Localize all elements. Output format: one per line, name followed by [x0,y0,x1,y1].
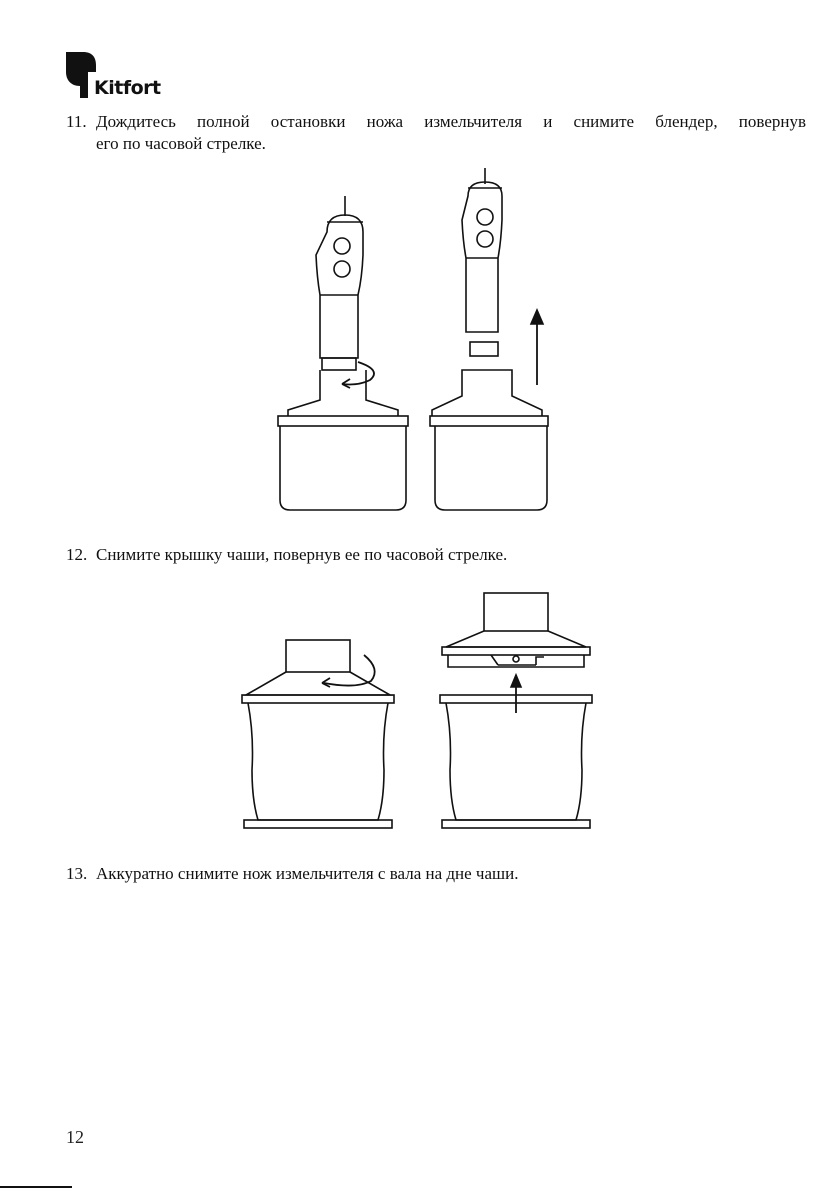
step-13-number: 13. [66,864,88,883]
step-12-text: Снимите крышку чаши, повернув ее по часовой стрелке. [96,545,508,564]
step-12 [66,544,507,566]
bottom-rule [0,1186,72,1188]
up-arrow-icon [511,675,521,713]
kitfort-logo-icon [66,50,96,98]
brand-logo [66,50,176,102]
blender-lifted [430,168,548,510]
lid-lifted [442,593,590,667]
step-13 [66,863,518,885]
step-12-number: 12. [66,545,88,564]
step-11-text-line2: его по часовой стрелке. [96,134,266,153]
step-11 [66,111,806,155]
bowl-empty [440,695,592,828]
brand-name: Kitfort [94,77,161,99]
blender-mounted [278,196,408,510]
step-11-number: 11. [66,112,87,131]
figure-remove-blender [270,160,560,520]
page-number: 12 [66,1127,84,1147]
step-11-text-line1: Дождитесь полной остановки ножа измельчителя и снимите блендер, повернув [96,112,806,131]
step-13-text: Аккуратно снимите нож измельчителя с вала на дне чаши. [96,864,519,883]
bowl-with-lid [242,640,394,828]
up-arrow-icon [531,310,543,385]
figure-remove-lid [236,585,606,835]
